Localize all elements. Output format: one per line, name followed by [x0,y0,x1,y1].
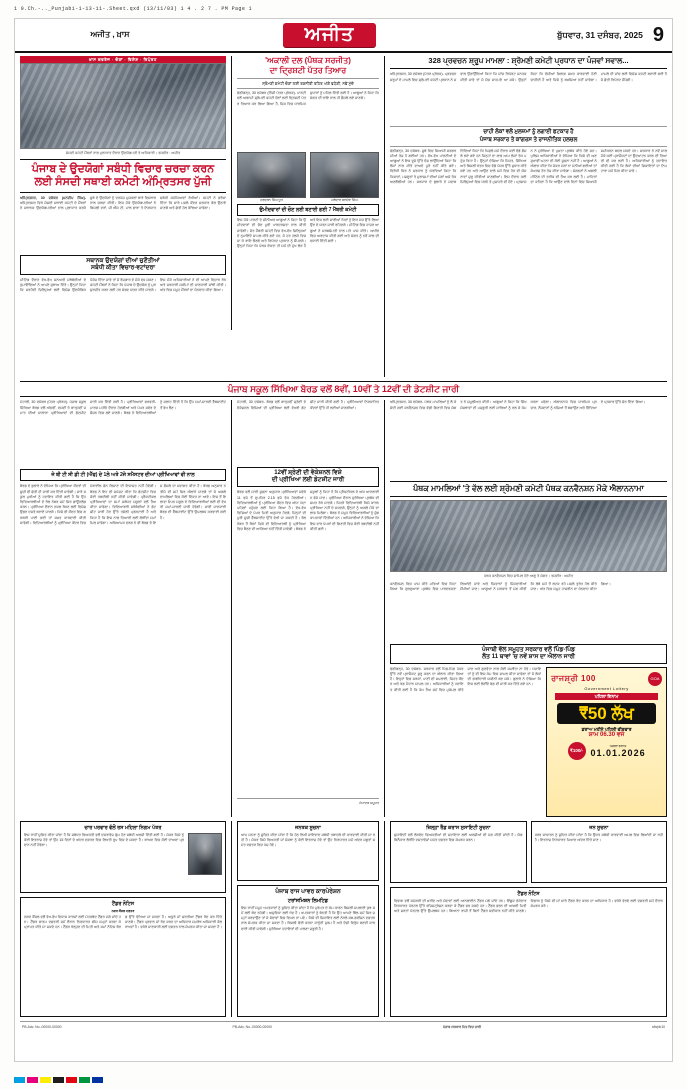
lead-body-top: ਅੰਮ੍ਰਿਤਸਰ, 30 ਦਸੰਬਰ (ਮਨਦੀਪ ਸਿੰਘ)- ਅੰਮ੍ਰਿਤਸਰ ਵਿਖੇ ਸੰਸਦੀ ਸਥਾਈ ਕਮੇਟੀ ਦੇ ਮੈਂਬਰਾਂ ਨੇ ਸਥਾਨਕ ਉਦਯੋਗਪਤੀਆਂ ਨਾਲ ਮੁਲਾਕਾਤ ਕਰਕੇ ਸੂਬੇ ਦੇ ਉਦਯੋਗਾਂ ਨੂੰ ਦਰਪੇਸ਼ ਮੁਸ਼ਕਲਾਂ ਬਾਰੇ ਵਿਸਥਾਰ ਨਾਲ ਚਰਚਾ ਕੀਤੀ। ਇਸ ਮੌਕੇ ਉਦਯੋਗਪਤੀਆਂ ਨੇ ਬਿਜਲੀ ਦਰਾਂ, ਜੀ ਐੱਸ ਟੀ, ਮਾਲ ਭਾੜਾ ਤੇ ਨਿਰਯਾਤ ਸਬੰਧੀ ਸਮੱਸਿਆਵਾਂ ਰੱਖੀਆਂ। ਕਮੇਟੀ ਨੇ ਭਰੋਸਾ ਦਿੱਤਾ ਕਿ ਸਾਰੇ ਮਸਲੇ ਕੇਂਦਰ ਸਰਕਾਰ ਕੋਲ ਉਠਾਏ ਜਾਣਗੇ ਅਤੇ ਛੇਤੀ ਹੱਲ ਕੱਢਿਆ ਜਾਵੇਗਾ। [20,196,226,211]
mid-right-lower-text: ਚੰਡੀਗੜ੍ਹ, 30 ਦਸੰਬਰ- ਸਰਕਾਰ ਵਲੋਂ ਪਿੰਡ-ਪਿੰਡ ਪੱਧਰ ਉੱਤੇ ਨਵੇਂ ਪ੍ਰਾਜੈਕਟ ਸ਼ੁਰੂ ਕਰਨ ਦਾ ਐਲਾਨ ਕੀਤਾ ਗਿਆ ਹੈ। ਇਨ੍ਹਾਂ ਵਿਚ ਸੜਕਾਂ, ਪਾਣੀ ਦੀ ਸਪਲਾਈ, ਸਿਹਤ ਕੇਂਦਰ ਅਤੇ ਖੇਡ ਮੈਦਾਨ ਸ਼ਾਮਲ ਹਨ। ਅਧਿਕਾਰੀਆਂ ਨੂੰ ਹਦਾਇਤ ਕੀਤੀ ਗਈ ਹੈ ਕਿ ਕੰਮ ਤੈਅ ਸਮੇਂ ਵਿਚ ਮੁਕੰਮਲ ਕੀਤੇ ਜਾਣ ਅਤੇ ਗੁਣਵੱਤਾ ਨਾਲ ਕੋਈ ਸਮਝੌਤਾ ਨਾ ਹੋਵੇ। ਪੰਚਾਇਤਾਂ ਨੂੰ ਵੀ ਇਸ ਕੰਮ ਵਿਚ ਸ਼ਾਮਲ ਕੀਤਾ ਜਾਵੇਗਾ ਤਾਂ ਜੋ ਲੋਕਾਂ ਦੀ ਭਾਗੀਦਾਰੀ ਯਕੀਨੀ ਬਣ ਸਕੇ। ਬੁਲਾਰੇ ਨੇ ਦੱਸਿਆ ਕਿ ਇਸ ਲਈ ਲੋੜੀਂਦੇ ਫੰਡ ਵੀ ਜਾਰੀ ਕਰ ਦਿੱਤੇ ਗਏ ਹਨ। [390,666,542,692]
band3-headline: ਪੰਥਕ ਮਾਮਲਿਆਂ 'ਤੇ ਵੱਲ ਲਈ ਸ਼੍ਰੋਮਣੀ ਕਮੇਟੀ ਪੰਥਕ ਕਨਵੈਨਸ਼ਨ ਮੌਕੇ ਐਲਾਨਨਾਮਾ [390,481,667,497]
lottery-prize-label: ਪਹਿਲਾ ਇਨਾਮ [555,693,658,700]
lead-headline-1: ਪੰਜਾਬ ਦੇ ਉਦਯੋਗਾਂ ਸਬੰਧੀ ਵਿਚਾਰ ਚਰਚਾ ਕਰਨ [31,162,215,175]
top-block [20,56,667,377]
ads-left [20,821,226,1017]
convention-photo-caption: ਪੰਥਕ ਕਨਵੈਨਸ਼ਨ ਵਿਚ ਸ਼ਾਮਿਲ ਹੋਏ ਆਗੂ ਤੇ ਸੰਗਤ। ਤਸਵੀਰ : ਅਜੀਤ [483,574,574,579]
lottery-date-label: ਅਗਲਾ ਡਰਾਅ [609,744,627,749]
ajit-logo: ਅਜੀਤ [283,23,377,48]
band4-headline: ਪੰਜਾਬੀ ਵੱਲ ਸਮੂਹਤ ਸਰਕਾਰ ਵਲੋਂ ਪਿੰਡ-ਪਿੰਡ ਲੋਤ 11 ਥਾਵਾਂ 'ਚ ਨਵੇਂ ਸ਼ਾਸ ਦਾ ਐਲਾਨ ਜਾਰੀ [390,644,667,664]
ad-tender-notice-2[interactable]: ਟੈਂਡਰ ਨੋਟਿਸ ਵਿਭਾਗ ਵਲੋਂ ਸਮੱਗਰੀ ਦੀ ਖ਼ਰੀਦ ਅਤੇ ਸੇਵਾਵਾਂ ਲਈ ਆਨਲਾਈਨ ਟੈਂਡਰ ਮੰਗੇ ਜਾਂਦੇ ਹਨ। ਇੱਛੁਕ ਠੇਕੇਦਾਰ ਨਿਰਧਾਰਤ ਪੋਰਟਲ ਉੱਤੇ ਰਜਿਸਟ੍ਰੇਸ਼ਨ ਕਰਵਾ ਕੇ ਟੈਂਡਰ ਭਰ ਸਕਦੇ ਹਨ। ਟੈਂਡਰ ਭਰਨ ਦੀ ਆਖ਼ਰੀ ਮਿਤੀ ਅਤੇ ਸ਼ਰਤਾਂ ਪੋਰਟਲ ਉੱਤੇ ਉਪਲਬਧ ਹਨ। ਬਿਆਨਾ ਰਾਸ਼ੀ ਤੋਂ ਬਿਨਾਂ ਟੈਂਡਰ ਸਵੀਕਾਰ ਨਹੀਂ ਕੀਤੇ ਜਾਣਗੇ। ਵਿਭਾਗ ਨੂੰ ਕਿਸੇ ਵੀ ਜਾਂ ਸਾਰੇ ਟੈਂਡਰ ਰੱਦ ਕਰਨ ਦਾ ਅਧਿਕਾਰ ਹੈ। ਵਧੇਰੇ ਵੇਰਵੇ ਲਈ ਦਫ਼ਤਰੀ ਸਮੇਂ ਦੌਰਾਨ ਸੰਪਰਕ ਕਰੋ। [390,887,667,1017]
mid-center-headline: 12ਵੀਂ ਸ਼੍ਰੇਣੀ ਦੀ ਵੋਕੇਸ਼ਨਲ ਵਿਸ਼ੇ ਦੀ ਪ੍ਰੀਖਿਆ ਲਈ ਡੇਟਸ਼ੀਟ ਜਾਰੀ [237,467,379,487]
col2-body-2: ਇਸ ਮੌਕੇ ਪਾਰਟੀ ਦੇ ਸੀਨੀਅਰ ਆਗੂਆਂ ਨੇ ਕਿਹਾ ਕਿ ਉਮੀਦਵਾਰਾਂ ਦੀ ਚੋਣ ਪੂਰੀ ਪਾਰਦਰਸ਼ਤਾ ਨਾਲ ਕੀਤੀ ਜਾਵੇਗੀ। ਸੱਤ ਮੈਂਬਰੀ ਕਮੇਟੀ ਵਿਚ ਵੱਖ-ਵੱਖ ਜ਼ਿਲ੍ਹਿਆਂ ਦੇ ਨੁਮਾਇੰਦੇ ਸ਼ਾਮਲ ਕੀਤੇ ਗਏ ਹਨ, ਜੋ ਹਰ ਹਲਕੇ ਵਿਚ ਜਾ ਕੇ ਰਾਇ ਲੈਣਗੇ ਅਤੇ ਰਿਪੋਰਟ ਪ੍ਰਧਾਨ ਨੂੰ ਸੌਂਪਣਗੇ। ਉਨ੍ਹਾਂ ਕਿਹਾ ਕਿ ਪੰਥਕ ਏਕਤਾ ਹੀ ਸਮੇਂ ਦੀ ਮੁੱਖ ਲੋੜ ਹੈ ਅਤੇ ਇਸ ਲਈ ਸਾਰੀਆਂ ਧਿਰਾਂ ਨੂੰ ਇਕ ਮੰਚ ਉੱਤੇ ਲਿਆਉਣ ਦੇ ਯਤਨ ਜਾਰੀ ਰਹਿਣਗੇ। ਮੀਟਿੰਗ ਵਿਚ ਹਾਜ਼ਰ ਆਗੂਆਂ ਨੇ ਸਰਬਸੰਮਤੀ ਨਾਲ ਮਤੇ ਪਾਸ ਕੀਤੇ। ਅਖੀਰ ਵਿਚ ਅਰਦਾਸ ਕੀਤੀ ਗਈ ਅਤੇ ਸੰਗਤ ਨੂੰ ਨਵੇਂ ਸਾਲ ਦੀ ਵਧਾਈ ਦਿੱਤੀ ਗਈ। [237,218,379,249]
education-band-headline: ਪੰਜਾਬ ਸਕੂਲ ਸਿੱਖਿਆ ਬੋਰਡ ਵਲੋਂ 8ਵੀਂ, 10ਵੀਂ ਤੇ 12ਵੀਂ ਦੀ ਡੇਟਸ਼ੀਟ ਜਾਰੀ [20,381,667,398]
portrait-left-caption: ਹਰਚਰਨ ਸਿੰਘ ਧੂਤ [260,198,283,203]
registration-color-bar [14,1077,103,1083]
portrait-left [237,152,306,198]
ads-row [20,821,667,1017]
lottery-ad[interactable] [546,667,667,817]
ad-pspcl[interactable]: ਪੰਜਾਬ ਰਾਜ ਪਾਵਰ ਕਾਰਪੋਰੇਸ਼ਨ ਟਰਾਂਸਮਿਸ਼ਨ ਲਿਮਟਿਡ ਇਸ ਰਾਹੀਂ ਸਮੂਹ ਖਪਤਕਾਰਾਂ ਨੂੰ ਸੂਚਿਤ ਕੀਤਾ ਜਾਂਦਾ ਹੈ ਕਿ ਮੁਰੰਮਤ ਦੇ ਕੰਮ ਕਾਰਨ ਬਿਜਲੀ ਸਪਲਾਈ ਕੁਝ ਸਮੇਂ ਲਈ ਬੰਦ ਰਹੇਗੀ। ਅਸੁਵਿਧਾ ਲਈ ਖੇਦ ਹੈ। ਖਪਤਕਾਰਾਂ ਨੂੰ ਬੇਨਤੀ ਹੈ ਕਿ ਉਹ ਆਪਣੇ ਬਿੱਲ ਸਮੇਂ ਸਿਰ ਜਮ੍ਹਾਂ ਕਰਵਾਉਣ ਤਾਂ ਜੋ ਸੇਵਾਵਾਂ ਵਿਚ ਵਿਘਨ ਨਾ ਪਵੇ। ਕਿਸੇ ਵੀ ਸ਼ਿਕਾਇਤ ਲਈ ਨੇੜਲੇ ਸਬ-ਡਵੀਜ਼ਨ ਦਫ਼ਤਰ ਨਾਲ ਸੰਪਰਕ ਕੀਤਾ ਜਾ ਸਕਦਾ ਹੈ। ਬਿਜਲੀ ਚੋਰੀ ਕਰਨਾ ਕਾਨੂੰਨੀ ਜੁਰਮ ਹੈ ਅਤੇ ਦੋਸ਼ੀ ਵਿਰੁੱਧ ਬਣਦੀ ਕਾਰਵਾਈ ਕੀਤੀ ਜਾਵੇਗੀ। ਸੁਰੱਖਿਆ ਹਦਾਇਤਾਂ ਦੀ ਪਾਲਣਾ ਜ਼ਰੂਰੀ ਹੈ। [237,885,379,1017]
footer-code: sfb/pb10 [651,1024,665,1029]
mid-left-subbox: ਜੇ ਬੀ ਟੀ ਸੀ ਡੀ ਟੀ (ਐੱਫ) ਦੇ 1ਲੇ ਅਤੇ 2ਜੇ ਸਮੈਸਟਰ ਦੀਆਂ ਪ੍ਰੀਖਿਆਵਾਂ ਵੀ ਨਾਲ [20,469,226,481]
col3-headline: 328 ਪ੍ਰਵਚਨ ਸ਼੍ਰੂਪ ਮਾਮਲਾ : ਸ਼੍ਰੋਮਣੀ ਕਮੇਟੀ ਪ੍ਰਧਾਨ ਦਾ ਪੰਜਵਾਂ ਸਵਾਲ... [428,56,629,65]
mid-center [231,400,379,816]
mid-center-body-2: ਬੋਰਡ ਵਲੋਂ ਜਾਰੀ ਸੂਚਨਾ ਅਨੁਸਾਰ ਪ੍ਰੀਖਿਆਵਾਂ ਸਵੇਰੇ 11 ਵਜੇ ਤੋਂ ਦੁਪਹਿਰ 2.15 ਵਜੇ ਤੱਕ ਹੋਣਗੀਆਂ। ਵਿਦਿਆਰਥੀਆਂ ਨੂੰ ਪ੍ਰੀਖਿਆ ਕੇਂਦਰ ਵਿਚ ਅੱਧਾ ਘੰਟਾ ਪਹਿਲਾਂ ਪਹੁੰਚਣ ਲਈ ਕਿਹਾ ਗਿਆ ਹੈ। ਵੱਖ-ਵੱਖ ਵਿਸ਼ਿਆਂ ਦੇ ਪੇਪਰ ਮਿਤੀ ਅਨੁਸਾਰ ਹੋਣਗੇ, ਜਿਨ੍ਹਾਂ ਦੀ ਪੂਰੀ ਸੂਚੀ ਵੈੱਬਸਾਈਟ ਉੱਤੇ ਵੇਖੀ ਜਾ ਸਕਦੀ ਹੈ। ਰੋਲ ਨੰਬਰ ਤੋਂ ਬਿਨਾਂ ਕਿਸੇ ਵੀ ਵਿਦਿਆਰਥੀ ਨੂੰ ਪ੍ਰੀਖਿਆ ਵਿਚ ਬੈਠਣ ਦੀ ਆਗਿਆ ਨਹੀਂ ਦਿੱਤੀ ਜਾਵੇਗੀ। ਬੋਰਡ ਨੇ ਸਕੂਲਾਂ ਨੂੰ ਕਿਹਾ ਹੈ ਕਿ ਪ੍ਰੈਕਟੀਕਲ ਦੇ ਅੰਕ ਆਨਲਾਈਨ ਭੇਜੇ ਜਾਣ। ਪ੍ਰੀਖਿਆ ਦੌਰਾਨ ਸੁਰੱਖਿਆ ਪ੍ਰਬੰਧ ਵੀ ਸਖ਼ਤ ਰੱਖੇ ਜਾਣਗੇ। ਜਿਹੜੇ ਵਿਦਿਆਰਥੀ ਕਿਸੇ ਕਾਰਨ ਪ੍ਰੀਖਿਆ ਨਹੀਂ ਦੇ ਸਕਣਗੇ, ਉਨ੍ਹਾਂ ਨੂੰ ਅਗਲੇ ਮੌਕੇ ਦਾ ਲਾਭ ਮਿਲੇਗਾ। ਬੋਰਡ ਨੇ ਸਮੂਹ ਵਿਦਿਆਰਥੀਆਂ ਨੂੰ ਸ਼ੁੱਭ ਕਾਮਨਾਵਾਂ ਦਿੱਤੀਆਂ ਹਨ। ਅਧਿਕਾਰੀਆਂ ਨੇ ਦੱਸਿਆ ਕਿ ਇਸ ਵਾਰ ਪੇਪਰਾਂ ਦੀ ਗਿਣਤੀ ਵਿਚ ਕੋਈ ਤਬਦੀਲੀ ਨਹੀਂ ਕੀਤੀ ਗਈ। [237,490,379,531]
newspaper-sheet [14,18,673,1062]
ad-tender-notice[interactable]: ਟੈਂਡਰ ਨੋਟਿਸ ਨਗਰ ਕੌਂਸਲ ਦਫ਼ਤਰ ਨਗਰ ਕੌਂਸਲ ਵਲੋਂ ਵੱਖ-ਵੱਖ ਵਿਕਾਸ ਕਾਰਜਾਂ ਲਈ ਮੋਹਰਬੰਦ ਟੈਂਡਰ ਮੰਗੇ ਜਾਂਦੇ ਹਨ। ਟੈਂਡਰ ਫਾਰਮ ਦਫ਼ਤਰੀ ਸਮੇਂ ਦੌਰਾਨ ਨਿਰਧਾਰਤ ਫੀਸ ਜਮ੍ਹਾਂ ਕਰਵਾ ਕੇ ਪ੍ਰਾਪਤ ਕੀਤੇ ਜਾ ਸਕਦੇ ਹਨ। ਟੈਂਡਰ ਖੋਲ੍ਹਣ ਦੀ ਮਿਤੀ ਅਤੇ ਸਮਾਂ ਨੋਟਿਸ ਬੋਰਡ ਉੱਤੇ ਵੇਖਿਆ ਜਾ ਸਕਦਾ ਹੈ। ਅਧੂਰੇ ਜਾਂ ਸ਼ਰਤੀਆ ਟੈਂਡਰ ਰੱਦ ਕਰ ਦਿੱਤੇ ਜਾਣਗੇ। ਟੈਂਡਰ ਪ੍ਰਵਾਨ ਜਾਂ ਰੱਦ ਕਰਨ ਦਾ ਅਧਿਕਾਰ ਸਮਰੱਥ ਅਧਿਕਾਰੀ ਕੋਲ ਰਾਖਵਾਂ ਹੈ। ਵਧੇਰੇ ਜਾਣਕਾਰੀ ਲਈ ਦਫ਼ਤਰ ਨਾਲ ਸੰਪਰਕ ਕੀਤਾ ਜਾ ਸਕਦਾ ਹੈ। [20,897,226,1017]
mid-center-body-1: ਮੋਹਾਲੀ, 30 ਦਸੰਬਰ- ਬੋਰਡ ਵਲੋਂ ਬਾਰ੍ਹਵੀਂ ਸ਼੍ਰੇਣੀ ਦੇ ਵੋਕੇਸ਼ਨਲ ਵਿਸ਼ਿਆਂ ਦੀ ਪ੍ਰੀਖਿਆ ਲਈ ਵੱਖਰੀ ਡੇਟਸ਼ੀਟ ਜਾਰੀ ਕੀਤੀ ਗਈ ਹੈ। ਪ੍ਰੀਖਿਆਵਾਂ ਨਿਰਧਾਰਿਤ ਕੇਂਦਰਾਂ ਉੱਤੇ ਹੀ ਲਈਆਂ ਜਾਣਗੀਆਂ। [237,400,379,410]
lead-photo [20,63,226,149]
lead-headline-2: ਲਈ ਸੰਸਦੀ ਸਥਾਈ ਕਮੇਟੀ ਅੰਮ੍ਰਿਤਸਰ ਪੁੱਜੀ [34,175,212,188]
mid-right-body-2: ਕਨਵੈਨਸ਼ਨ ਵਿਚ ਪਾਸ ਕੀਤੇ ਮਤਿਆਂ ਵਿਚ ਕਿਹਾ ਗਿਆ ਕਿ ਗੁਰਦੁਆਰਾ ਪ੍ਰਬੰਧ ਵਿਚ ਪਾਰਦਰਸ਼ਤਾ ਲਿਆਂਦੀ ਜਾਵੇ ਅਤੇ ਨੌਜਵਾਨਾਂ ਨੂੰ ਜ਼ਿੰਮੇਵਾਰੀਆਂ ਸੌਂਪੀਆਂ ਜਾਣ। ਆਗੂਆਂ ਨੇ ਸਰਕਾਰ ਤੋਂ ਮੰਗ ਕੀਤੀ ਕਿ ਲੰਬੇ ਸਮੇਂ ਤੋਂ ਲਟਕ ਰਹੇ ਮਸਲੇ ਤੁਰੰਤ ਹੱਲ ਕੀਤੇ ਜਾਣ। ਅੰਤ ਵਿਚ ਸਮੂਹ ਹਾਜ਼ਰੀਨ ਦਾ ਧੰਨਵਾਦ ਕੀਤਾ ਗਿਆ। [390,581,611,591]
masthead-date: ਬੁੱਧਵਾਰ, 31 ਦਸੰਬਰ, 2025 [557,29,643,40]
col2-subhead-2: ਉਮੀਦਵਾਰਾਂ ਦੀ ਚੋਣ ਲਈ ਬਣਾਈ ਗਈ 7 ਮੈਂਬਰੀ ਕਮੇਟੀ [237,204,379,216]
ad-red-cross[interactable]: ਜ਼ਿਲ੍ਹਾ ਰੈੱਡ ਕਰਾਸ ਸੁਸਾਇਟੀ ਸੂਚਨਾ ਸੁਸਾਇਟੀ ਵਲੋਂ ਲੋੜਵੰਦ ਵਿਅਕਤੀਆਂ ਦੀ ਸਹਾਇਤਾ ਲਈ ਅਰਜ਼ੀਆਂ ਦੀ ਮੰਗ ਕੀਤੀ ਜਾਂਦੀ ਹੈ। ਯੋਗ ਬਿਨੈਕਾਰ ਲੋੜੀਂਦੇ ਦਸਤਾਵੇਜ਼ਾਂ ਸਮੇਤ ਦਫ਼ਤਰ ਵਿਚ ਸੰਪਰਕ ਕਰਨ। [390,821,527,883]
mid-left-body-1: ਮੋਹਾਲੀ, 30 ਦਸੰਬਰ (ਪੱਤਰ ਪ੍ਰੇਰਕ)- ਪੰਜਾਬ ਸਕੂਲ ਸਿੱਖਿਆ ਬੋਰਡ ਵਲੋਂ ਅੱਠਵੀਂ, ਦਸਵੀਂ ਤੇ ਬਾਰ੍ਹਵੀਂ ਜਮਾਤ ਦੀਆਂ ਸਾਲਾਨਾ ਪ੍ਰੀਖਿਆਵਾਂ ਦੀ ਡੇਟਸ਼ੀਟ ਜਾਰੀ ਕਰ ਦਿੱਤੀ ਗਈ ਹੈ। ਪ੍ਰੀਖਿਆਵਾਂ ਫਰਵਰੀ-ਮਾਰਚ ਮਹੀਨੇ ਦੌਰਾਨ ਹੋਣਗੀਆਂ ਅਤੇ ਪੇਪਰ ਸਵੇਰ ਦੇ ਸੈਸ਼ਨ ਵਿਚ ਲਏ ਜਾਣਗੇ। ਬੋਰਡ ਨੇ ਵਿਦਿਆਰਥੀਆਂ ਨੂੰ ਸਲਾਹ ਦਿੱਤੀ ਹੈ ਕਿ ਉਹ ਸਮਾਂ-ਸਾਰਣੀ ਵੈੱਬਸਾਈਟ ਤੋਂ ਵੇਖ ਲੈਣ। [20,400,226,415]
ad-public-notice-2[interactable]: ਜਨਤਕ ਸੂਚਨਾ ਆਮ ਜਨਤਾ ਨੂੰ ਸੂਚਿਤ ਕੀਤਾ ਜਾਂਦਾ ਹੈ ਕਿ ਹੇਠ ਲਿਖੀ ਜਾਇਦਾਦ ਸਬੰਧੀ ਤਬਾਦਲੇ ਦੀ ਕਾਰਵਾਈ ਕੀਤੀ ਜਾ ਰਹੀ ਹੈ। ਜੇਕਰ ਕਿਸੇ ਵਿਅਕਤੀ ਜਾਂ ਸੰਸਥਾ ਨੂੰ ਕੋਈ ਇਤਰਾਜ਼ ਹੋਵੇ ਤਾਂ ਉਹ ਨਿਰਧਾਰਤ ਸਮੇਂ ਅੰਦਰ ਸਬੂਤਾਂ ਸਮੇਤ ਦਫ਼ਤਰ ਵਿਚ ਪੇਸ਼ ਹੋਵੇ। [237,821,379,881]
col3-body-2: ਚੰਡੀਗੜ੍ਹ, 30 ਦਸੰਬਰ- ਸੂਬੇ ਵਿਚ ਸਿਆਸੀ ਸਰਗਰਮੀਆਂ ਤੇਜ਼ ਹੋ ਗਈਆਂ ਹਨ। ਵੱਖ-ਵੱਖ ਪਾਰਟੀਆਂ ਦੇ ਆਗੂਆਂ ਨੇ ਇਕ ਦੂਜੇ ਉੱਤੇ ਦੋਸ਼ ਲਾਉਂਦਿਆਂ ਕਿਹਾ ਕਿ ਲੋਕਾਂ ਨਾਲ ਕੀਤੇ ਵਾਅਦੇ ਪੂਰੇ ਨਹੀਂ ਕੀਤੇ ਗਏ। ਵਿਰੋਧੀ ਧਿਰ ਨੇ ਸਰਕਾਰ ਨੂੰ ਘੇਰਦਿਆਂ ਕਿਹਾ ਕਿ ਕਿਸਾਨਾਂ, ਮਜ਼ਦੂਰਾਂ ਤੇ ਮੁਲਾਜ਼ਮਾਂ ਦੀਆਂ ਮੰਗਾਂ ਅਜੇ ਤੱਕ ਅਣਗੌਲੀਆਂ ਹਨ। ਸਰਕਾਰ ਦੇ ਬੁਲਾਰੇ ਨੇ ਜਵਾਬ ਦਿੰਦਿਆਂ ਕਿਹਾ ਕਿ ਪਿਛਲੇ ਸਮੇਂ ਦੌਰਾਨ ਕਈ ਵੱਡੇ ਫ਼ੈਸਲੇ ਲਏ ਗਏ ਹਨ ਜਿਨ੍ਹਾਂ ਦਾ ਲਾਭ ਆਮ ਲੋਕਾਂ ਤੱਕ ਪਹੁੰਚ ਰਿਹਾ ਹੈ। ਉਨ੍ਹਾਂ ਦੱਸਿਆ ਕਿ ਸਿਹਤ, ਸਿੱਖਿਆ ਅਤੇ ਬਿਜਲੀ ਖੇਤਰ ਵਿਚ ਵੱਡੇ ਪੱਧਰ ਉੱਤੇ ਸੁਧਾਰ ਕੀਤੇ ਗਏ ਹਨ ਅਤੇ ਆਉਣ ਵਾਲੇ ਸਮੇਂ ਵਿਚ ਹੋਰ ਵੀ ਯੋਜਨਾਵਾਂ ਸ਼ੁਰੂ ਕੀਤੀਆਂ ਜਾਣਗੀਆਂ। ਇਸ ਦੌਰਾਨ ਕਈ ਜ਼ਿਲ੍ਹਿਆਂ ਵਿਚ ਧਰਨੇ ਤੇ ਮੁਜ਼ਾਹਰੇ ਵੀ ਹੋਏ। ਪ੍ਰਸ਼ਾਸਨ ਨੇ ਸੁਰੱਖਿਆ ਦੇ ਪੁਖ਼ਤਾ ਪ੍ਰਬੰਧ ਕੀਤੇ ਹੋਏ ਸਨ। ਪੁਲਿਸ ਅਧਿਕਾਰੀਆਂ ਨੇ ਦੱਸਿਆ ਕਿ ਕਿਸੇ ਵੀ ਅਣਸੁਖਾਵੀਂ ਘਟਨਾ ਦੀ ਕੋਈ ਸੂਚਨਾ ਨਹੀਂ ਹੈ। ਆਗੂਆਂ ਨੇ ਐਲਾਨ ਕੀਤਾ ਕਿ ਜੇਕਰ ਮੰਗਾਂ ਨਾ ਮੰਨੀਆਂ ਗਈਆਂ ਤਾਂ ਸੰਘਰਸ਼ ਹੋਰ ਤੇਜ਼ ਕੀਤਾ ਜਾਵੇਗਾ। ਸੰਗਠਨਾਂ ਨੇ ਅਗਲੀ ਮੀਟਿੰਗ ਦੀ ਤਰੀਕ ਵੀ ਤੈਅ ਕਰ ਲਈ ਹੈ। ਮਾਹਿਰਾਂ ਦਾ ਕਹਿਣਾ ਹੈ ਕਿ ਆਉਣ ਵਾਲੇ ਦਿਨਾਂ ਵਿਚ ਸਿਆਸੀ ਸਮੀਕਰਨ ਬਦਲ ਸਕਦੇ ਹਨ। ਸਰਕਾਰ ਨੇ ਨਵੇਂ ਸਾਲ ਮੌਕੇ ਕਈ ਪ੍ਰਾਜੈਕਟਾਂ ਦਾ ਉਦਘਾਟਨ ਕਰਨ ਦੀ ਤਿਆਰੀ ਵੀ ਕਰ ਲਈ ਹੈ। ਅਧਿਕਾਰੀਆਂ ਨੂੰ ਹਦਾਇਤ ਕੀਤੀ ਗਈ ਹੈ ਕਿ ਲੋਕਾਂ ਦੀਆਂ ਸ਼ਿਕਾਇਤਾਂ ਦਾ ਨਿਪਟਾਰਾ ਸਮੇਂ ਸਿਰ ਕੀਤਾ ਜਾਵੇ। [390,148,667,184]
lottery-draw-time: ਸ਼ਾਮ 06.30 ਵਜੇ [588,732,625,739]
col2-story [231,56,379,330]
page-number: 9 [652,24,664,46]
masthead [15,19,672,53]
lead-subbox: ਸਥਾਨਕ ਉਦਯੋਗਾਂ ਦੀਆਂ ਚੁਣੌਤੀਆਂ ਸਬੰਧੀ ਕੀਤਾ ਵਿਚਾਰ-ਵਟਾਂਦਰਾ [20,255,226,275]
masthead-edition: ਅਜੀਤ , ਖ਼ਾਸ [90,30,130,39]
lottery-date: 01.01.2026 [590,748,646,759]
masthead-right [454,25,672,45]
col3-sub-2: ਪੰਜਾਬ ਸਰਕਾਰ ਤੇ ਕਾਂਗਰਸ ਤੇ ਰਾਜਨੀਤਿਕ ਹਲਚਲ [479,136,578,143]
lead-banner: ਖ਼ਾਸ ਕਵਰੇਜ · ਚੋਣਾਂ · ਵਿਸ਼ੇਸ਼ · ਰਿਪੋਰਟ [20,56,226,63]
col2-body-1: ਚੰਡੀਗੜ੍ਹ, 30 ਦਸੰਬਰ (ਨਿੱਜੀ ਪੱਤਰ ਪ੍ਰੇਰਕ)- ਪਾਰਟੀ ਵਲੋਂ ਆਗਾਮੀ ਸ਼੍ਰੋਮਣੀ ਕਮੇਟੀ ਚੋਣਾਂ ਲਈ ਦ੍ਰਿਸ਼ਟੀ ਪੱਤਰ ਤਿਆਰ ਕਰ ਲਿਆ ਗਿਆ ਹੈ, ਜਿਸ ਵਿਚ ਧਾਰਮਿਕ ਸੁਧਾਰਾਂ ਨੂੰ ਪਹਿਲ ਦਿੱਤੀ ਗਈ ਹੈ। ਆਗੂਆਂ ਨੇ ਕਿਹਾ ਕਿ ਸੰਗਤ ਦੀ ਰਾਇ ਨਾਲ ਹੀ ਫ਼ੈਸਲੇ ਲਏ ਜਾਣਗੇ। [237,91,379,106]
lottery-corner-badge: GOA [648,672,662,686]
footer-left: PB-Adv. No.-00000-00000 [22,1024,62,1029]
lottery-draw-tag: ਡਰਾਅ ਮਹੀਨੇ ਪਹਿਲੀ ਵੀਰਵਾਰ [581,727,632,733]
ad-portrait [188,833,222,875]
convention-photo [390,500,667,572]
col3-story [384,56,667,377]
col2-headline-1: 'ਅਕਾਲੀ ਦਲ (ਪੰਥਕ ਸਰਜੀਤ) [265,56,351,65]
mid-left [20,400,226,816]
lottery-price-badge: ₹100/- [568,742,586,760]
lottery-prize-amount: ₹50 ਲੱਖ [557,703,656,725]
byline: ਸੰਪਾਦਕ ਸ਼ਮੂਹਤ [359,801,379,806]
ads-right [384,821,667,1017]
portrait-right [310,152,379,198]
prepress-slug: 1 9.Ch.-.._Punjabi-1-13-11-.Sheet.qxd (13/11/03) 1 4 . 2 7 . PM Page 1 [14,6,253,12]
mid-block [20,400,667,816]
col3-body-1: ਅੰਮ੍ਰਿਤਸਰ, 30 ਦਸੰਬਰ (ਪੱਤਰ ਪ੍ਰੇਰਕ)- ਪ੍ਰਵਚਨ ਸਰੂਪਾਂ ਦੇ ਮਾਮਲੇ ਵਿਚ ਸ਼੍ਰੋਮਣੀ ਕਮੇਟੀ ਪ੍ਰਧਾਨ ਨੇ ਸਵਾਲ ਉਠਾਉਂਦਿਆਂ ਕਿਹਾ ਕਿ ਜਾਂਚ ਰਿਪੋਰਟ ਜਨਤਕ ਕੀਤੀ ਜਾਵੇ ਤਾਂ ਜੋ ਸੱਚ ਸਾਹਮਣੇ ਆ ਸਕੇ। ਉਨ੍ਹਾਂ ਕਿਹਾ ਕਿ ਦੋਸ਼ੀਆਂ ਖ਼ਿਲਾਫ਼ ਸਖ਼ਤ ਕਾਰਵਾਈ ਹੋਣੀ ਚਾਹੀਦੀ ਹੈ ਅਤੇ ਕਿਸੇ ਨੂੰ ਬਖ਼ਸ਼ਿਆ ਨਹੀਂ ਜਾਵੇਗਾ। ਮਾਮਲੇ ਦੀ ਜਾਂਚ ਲਈ ਵਿਸ਼ੇਸ਼ ਕਮੇਟੀ ਬਣਾਈ ਗਈ ਹੈ ਜੋ ਛੇਤੀ ਰਿਪੋਰਟ ਸੌਂਪੇਗੀ। [390,72,667,82]
ad-public-notice-3[interactable]: ਜਨ ਸੂਚਨਾ ਸਰਵ ਸਾਧਾਰਨ ਨੂੰ ਸੂਚਿਤ ਕੀਤਾ ਜਾਂਦਾ ਹੈ ਕਿ ਉਕਤ ਸਬੰਧੀ ਕਾਰਵਾਈ ਅਮਲ ਵਿਚ ਲਿਆਂਦੀ ਜਾ ਰਹੀ ਹੈ। ਇਤਰਾਜ਼ ਨਿਰਧਾਰਤ ਮਿਆਦ ਅੰਦਰ ਦਿੱਤੇ ਜਾਣ। [531,821,668,883]
lead-story [20,56,226,356]
lead-body-bottom: ਮੀਟਿੰਗ ਦੌਰਾਨ ਵੱਖ-ਵੱਖ ਸਨਅਤੀ ਜਥੇਬੰਦੀਆਂ ਦੇ ਨੁਮਾਇੰਦਿਆਂ ਨੇ ਆਪਣੇ ਸੁਝਾਅ ਦਿੱਤੇ। ਉਨ੍ਹਾਂ ਕਿਹਾ ਕਿ ਸਰਹੱਦੀ ਜ਼ਿਲ੍ਹਿਆਂ ਲਈ ਵਿਸ਼ੇਸ਼ ਉਦਯੋਗਿਕ ਪੈਕੇਜ ਦਿੱਤਾ ਜਾਵੇ ਤਾਂ ਜੋ ਰੋਜ਼ਗਾਰ ਦੇ ਮੌਕੇ ਵਧ ਸਕਣ। ਕਮੇਟੀ ਮੈਂਬਰਾਂ ਨੇ ਕਿਹਾ ਕਿ ਪੰਜਾਬ ਦੇ ਉਦਯੋਗ ਨੂੰ ਮੁੜ ਸੁਰਜੀਤ ਕਰਨ ਲਈ ਹਰ ਸੰਭਵ ਯਤਨ ਕੀਤੇ ਜਾਣਗੇ। ਇਸ ਮੌਕੇ ਅਧਿਕਾਰੀਆਂ ਨੇ ਵੀ ਆਪਣੇ ਵਿਚਾਰ ਰੱਖੇ ਅਤੇ ਸਰਕਾਰੀ ਸਕੀਮਾਂ ਦੀ ਜਾਣਕਾਰੀ ਸਾਂਝੀ ਕੀਤੀ। ਅੰਤ ਵਿਚ ਸਮੂਹ ਮੈਂਬਰਾਂ ਦਾ ਧੰਨਵਾਦ ਕੀਤਾ ਗਿਆ। [20,278,226,293]
mid-right-body-1: ਅੰਮ੍ਰਿਤਸਰ, 30 ਦਸੰਬਰ- ਪੰਥਕ ਮਾਮਲਿਆਂ ਨੂੰ ਲੈ ਕੇ ਸੱਦੀ ਗਈ ਕਨਵੈਨਸ਼ਨ ਵਿਚ ਵੱਡੀ ਗਿਣਤੀ ਵਿਚ ਸੰਗਤ ਨੇ ਸ਼ਮੂਲੀਅਤ ਕੀਤੀ। ਆਗੂਆਂ ਨੇ ਕਿਹਾ ਕਿ ਸਿੱਖ ਸੰਸਥਾਵਾਂ ਦੀ ਮਜ਼ਬੂਤੀ ਲਈ ਸਾਰਿਆਂ ਨੂੰ ਰਲ ਕੇ ਕੰਮ ਕਰਨਾ ਪਵੇਗਾ। ਐਲਾਨਨਾਮੇ ਵਿਚ ਧਾਰਮਿਕ ਪ੍ਰਚਾਰ, ਨੌਜਵਾਨਾਂ ਨੂੰ ਨਸ਼ਿਆਂ ਤੋਂ ਬਚਾਉਣ ਅਤੇ ਵਿੱਦਿਆ ਦੇ ਪ੍ਰਸਾਰ ਉੱਤੇ ਜ਼ੋਰ ਦਿੱਤਾ ਗਿਆ। [390,400,646,410]
ads-center [231,821,379,1017]
page-content [15,53,672,1029]
portrait-right-caption: ਜਥੇਦਾਰ ਬਲਦੇਵ ਸਿੰਘ [331,198,358,203]
lottery-ad-wrap [546,667,667,817]
col2-subhead: ਸ਼੍ਰੋਮਣੀ ਕਮੇਟੀ ਚੋਣਾਂ ਲਈ ਰਣਨੀਤੀ ਤਹਿਤ ਅੱਗੇ ਵਧੇਗੀ, ਨਵੇਂ ਮੁੱਦੇ [262,81,354,86]
lead-photo-caption: ਸੰਸਦੀ ਕਮੇਟੀ ਮੈਂਬਰਾਂ ਨਾਲ ਮੁਲਾਕਾਤ ਦੌਰਾਨ ਉਦਯੋਗਪਤੀ ਤੇ ਅਧਿਕਾਰੀ। ਤਸਵੀਰ : ਅਜੀਤ [65,151,181,155]
lottery-brand: ਰਾਜਸ਼੍ਰੀ 100 [551,673,596,683]
masthead-logo-wrap [205,23,454,48]
mid-right [384,400,667,816]
ad-public-notice-1[interactable]: ਚਾਰ ਪਰਵਾਰ ਵੱਲੋਂ ਰਸ ਮਹਿਲਾ ਨਿਗਮ ਪੱਤਰ ਇਸ ਰਾਹੀਂ ਸੂਚਿਤ ਕੀਤਾ ਜਾਂਦਾ ਹੈ ਕਿ ਸਬੰਧਤ ਵਿਅਕਤੀ ਵਲੋਂ ਦਸਤਾਵੇਜ਼ ਗੁੰਮ ਹੋਣ ਸਬੰਧੀ ਅਰਜ਼ੀ ਦਿੱਤੀ ਗਈ ਹੈ। ਜੇਕਰ ਕਿਸੇ ਨੂੰ ਕੋਈ ਇਤਰਾਜ਼ ਹੋਵੇ ਤਾਂ ਉਹ 15 ਦਿਨਾਂ ਦੇ ਅੰਦਰ ਦਫ਼ਤਰ ਵਿਚ ਲਿਖਤੀ ਰੂਪ ਵਿਚ ਦੇ ਸਕਦਾ ਹੈ। ਬਾਅਦ ਵਿਚ ਕੋਈ ਦਾਅਵਾ ਪ੍ਰਵਾਨ ਨਹੀਂ ਹੋਵੇਗਾ। [20,821,226,893]
lottery-subtitle: Government Lottery [584,685,629,691]
footer-right: ਪੰਜਾਬ ਸਰਕਾਰ ਹਿਤ ਵਿਚ ਜਾਰੀ [442,1024,482,1029]
footer-mid: PB-Adv. No.-00000-00000 [232,1024,272,1029]
col3-sub-1: ਚਾਹੀ ਲੋਕਾਂ ਵਲੋਂ ਮੁਲਜ਼ਮਾਂ ਨੂੰ ਲਗਾਈ ਫਟਕਾਰ ਹੈ [483,129,574,136]
col2-headline-2: ਦਾ ਦ੍ਰਿਸ਼ਟੀ ਪੱਤਰ ਤਿਆਰ [269,66,347,75]
mid-left-body-2: ਬੋਰਡ ਦੇ ਬੁਲਾਰੇ ਨੇ ਦੱਸਿਆ ਕਿ ਪ੍ਰੀਖਿਆ ਕੇਂਦਰਾਂ ਦੀ ਸੂਚੀ ਵੀ ਛੇਤੀ ਹੀ ਜਾਰੀ ਕਰ ਦਿੱਤੀ ਜਾਵੇਗੀ। ਸਾਰੇ ਸਕੂਲ ਮੁਖੀਆਂ ਨੂੰ ਹਦਾਇਤ ਕੀਤੀ ਗਈ ਹੈ ਕਿ ਉਹ ਵਿਦਿਆਰਥੀਆਂ ਦੇ ਰੋਲ ਨੰਬਰ ਸਮੇਂ ਸਿਰ ਡਾਊਨਲੋਡ ਕਰਨ। ਪ੍ਰੀਖਿਆ ਦੌਰਾਨ ਨਕਲ ਰੋਕਣ ਲਈ ਵਿਸ਼ੇਸ਼ ਉਡਣ ਦਸਤੇ ਬਣਾਏ ਜਾਣਗੇ। ਕਿਸੇ ਵੀ ਕੇਂਦਰ ਵਿਚ ਗੜਬੜੀ ਪਾਈ ਗਈ ਤਾਂ ਸਖ਼ਤ ਕਾਰਵਾਈ ਕੀਤੀ ਜਾਵੇਗੀ। ਵਿਦਿਆਰਥੀਆਂ ਨੂੰ ਪ੍ਰੀਖਿਆ ਕੇਂਦਰ ਵਿਚ ਮੋਬਾਈਲ ਫ਼ੋਨ ਲਿਜਾਣ ਦੀ ਇਜਾਜ਼ਤ ਨਹੀਂ ਹੋਵੇਗੀ। ਬੋਰਡ ਨੇ ਇਹ ਵੀ ਸਪੱਸ਼ਟ ਕੀਤਾ ਕਿ ਡੇਟਸ਼ੀਟ ਵਿਚ ਕੋਈ ਤਬਦੀਲੀ ਨਹੀਂ ਕੀਤੀ ਜਾਵੇਗੀ। ਪ੍ਰੈਕਟੀਕਲ ਪ੍ਰੀਖਿਆਵਾਂ ਦਾ ਸਮਾਂ ਸਬੰਧਤ ਸਕੂਲਾਂ ਵਲੋਂ ਤੈਅ ਕੀਤਾ ਜਾਵੇਗਾ। ਵਿਦਿਆਰਥੀ ਜਥੇਬੰਦੀਆਂ ਨੇ ਡੇਟਸ਼ੀਟ ਜਾਰੀ ਹੋਣ ਉੱਤੇ ਤਸੱਲੀ ਪ੍ਰਗਟਾਈ ਹੈ ਅਤੇ ਕਿਹਾ ਹੈ ਕਿ ਇਸ ਨਾਲ ਤਿਆਰੀ ਲਈ ਲੋੜੀਂਦਾ ਸਮਾਂ ਮਿਲ ਜਾਵੇਗਾ। ਅਧਿਆਪਕ ਵਰਗ ਨੇ ਵੀ ਬੋਰਡ ਦੇ ਇਸ ਫ਼ੈਸਲੇ ਦਾ ਸਵਾਗਤ ਕੀਤਾ ਹੈ। ਬੋਰਡ ਅਨੁਸਾਰ ਨਤੀਜੇ ਵੀ ਸਮੇਂ ਸਿਰ ਐਲਾਨੇ ਜਾਣਗੇ ਤਾਂ ਜੋ ਅਗਲੇ ਦਾਖ਼ਲਿਆਂ ਵਿਚ ਕੋਈ ਦਿੱਕਤ ਨਾ ਆਵੇ। ਇਸ ਤੋਂ ਇਲਾਵਾ ਓਪਨ ਸਕੂਲ ਦੇ ਵਿਦਿਆਰਥੀਆਂ ਲਈ ਵੀ ਵੱਖਰੀ ਸਮਾਂ-ਸਾਰਣੀ ਜਾਰੀ ਹੋਵੇਗੀ। ਸਾਰੀ ਜਾਣਕਾਰੀ ਬੋਰਡ ਦੀ ਵੈੱਬਸਾਈਟ ਉੱਤੇ ਉਪਲਬਧ ਕਰਵਾਈ ਗਈ ਹੈ। [20,484,226,525]
